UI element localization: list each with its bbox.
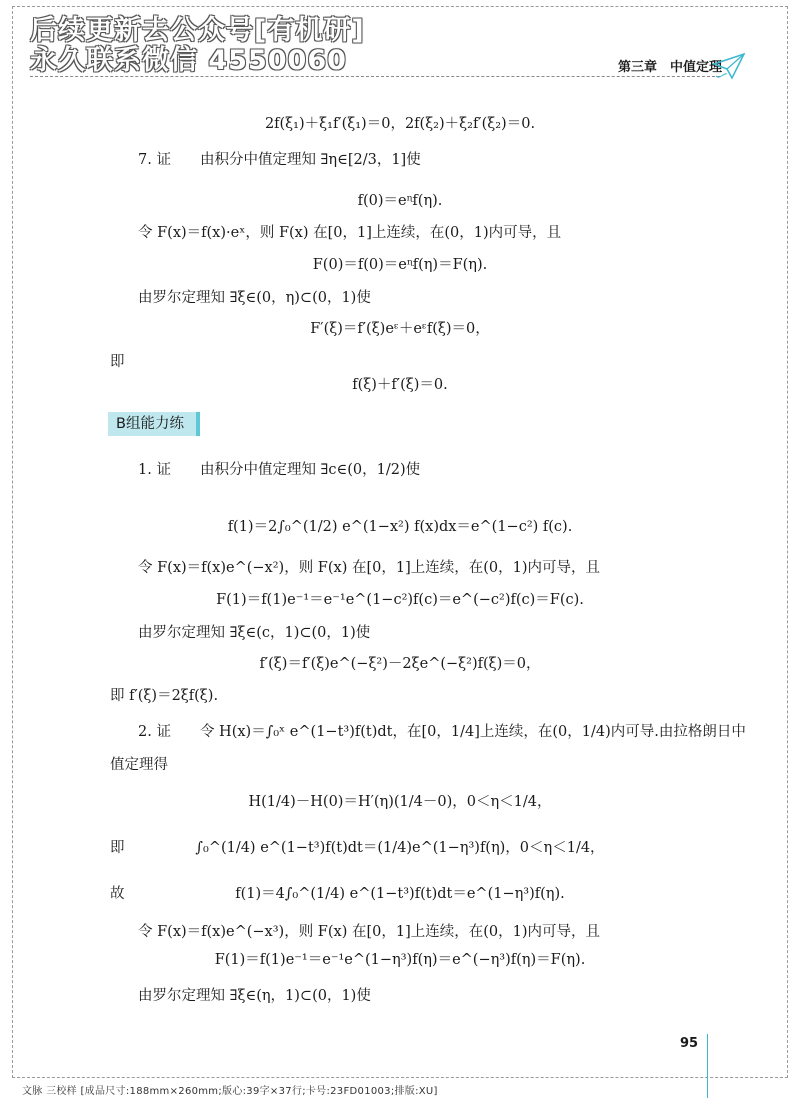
text-line: 即: [110, 840, 125, 856]
proof-7-intro: 7. 证 由积分中值定理知 ∃η∈[2/3，1]使: [138, 152, 421, 168]
chapter-header: 第三章 中值定理: [617, 60, 722, 75]
watermark-line-1: 后续更新去公众号[有机研]: [30, 15, 365, 46]
text-line: 值定理得: [110, 757, 168, 773]
text-line: 令 F(x)＝f(x)e^(−x³)，则 F(x) 在[0，1]上连续，在(0，1)内可导，且: [138, 924, 601, 940]
equation-line: F(1)＝f(1)e⁻¹＝e⁻¹e^(1−c²)f(c)＝e^(−c²)f(c)＝F(c).: [216, 592, 584, 608]
text-line: 由罗尔定理知 ∃ξ∈(η，1)⊂(0，1)使: [138, 988, 371, 1004]
page-margin-bar: [707, 1034, 708, 1098]
page-number: 95: [680, 1036, 699, 1051]
proof-2-intro: 2. 证 令 H(x)＝∫₀ˣ e^(1−t³)f(t)dt，在[0，1/4]上连续，在(0，1/4)内可导.由拉格朗日中: [138, 724, 746, 740]
text-line: 即: [110, 354, 125, 370]
text-line: 令 F(x)＝f(x)e^(−x²)，则 F(x) 在[0，1]上连续，在(0，1)内可导，且: [138, 560, 601, 576]
equation-line: f(ξ)＋f′(ξ)＝0.: [352, 377, 448, 393]
equation-line: F(0)＝f(0)＝eᶯf(η)＝F(η).: [312, 257, 488, 273]
paper-plane-icon: [712, 52, 746, 82]
equation-line: 2f(ξ₁)＋ξ₁f′(ξ₁)＝0，2f(ξ₂)＋ξ₂f′(ξ₂)＝0.: [264, 116, 536, 132]
text-line: 由罗尔定理知 ∃ξ∈(0，η)⊂(0，1)使: [138, 290, 371, 306]
text-line: 故: [110, 886, 125, 902]
equation-line: f′(ξ)＝f′(ξ)e^(−ξ²)－2ξe^(−ξ²)f(ξ)＝0，: [259, 656, 541, 672]
equation-line: f(1)＝2∫₀^(1/2) e^(1−x²) f(x)dx＝e^(1−c²) f(c).: [227, 519, 573, 535]
equation-line: F′(ξ)＝f′(ξ)eᵋ＋eᵋf(ξ)＝0，: [310, 321, 490, 337]
print-footer: 文脉 三校样 [成品尺寸:188mm×260mm;版心:39字×37行;卡号:23FD01003;排版:XU]: [22, 1086, 438, 1097]
equation-line: F(1)＝f(1)e⁻¹＝e⁻¹e^(1−η³)f(η)＝e^(−η³)f(η)＝F(η).: [214, 952, 586, 968]
proof-1-intro: 1. 证 由积分中值定理知 ∃c∈(0，1/2)使: [138, 462, 421, 478]
equation-line: f(1)＝4∫₀^(1/4) e^(1−t³)f(t)dt＝e^(1−η³)f(η).: [235, 886, 565, 902]
equation-line: H(1/4)－H(0)＝H′(η)(1/4－0)，0＜η＜1/4，: [248, 794, 552, 810]
header-divider: [30, 76, 720, 77]
section-b-title: B组能力练: [108, 412, 200, 436]
watermark-line-2: 永久联系微信 4550060: [30, 45, 347, 76]
text-line: 由罗尔定理知 ∃ξ∈(c，1)⊂(0，1)使: [138, 625, 371, 641]
text-line: 即 f′(ξ)＝2ξf(ξ).: [110, 688, 219, 704]
equation-line: ∫₀^(1/4) e^(1−t³)f(t)dt＝(1/4)e^(1−η³)f(η)，0＜η＜1/4，: [195, 840, 605, 856]
text-line: 令 F(x)＝f(x)·eˣ，则 F(x) 在[0，1]上连续，在(0，1)内可导，且: [138, 225, 562, 241]
equation-line: f(0)＝eᶯf(η).: [357, 193, 443, 209]
